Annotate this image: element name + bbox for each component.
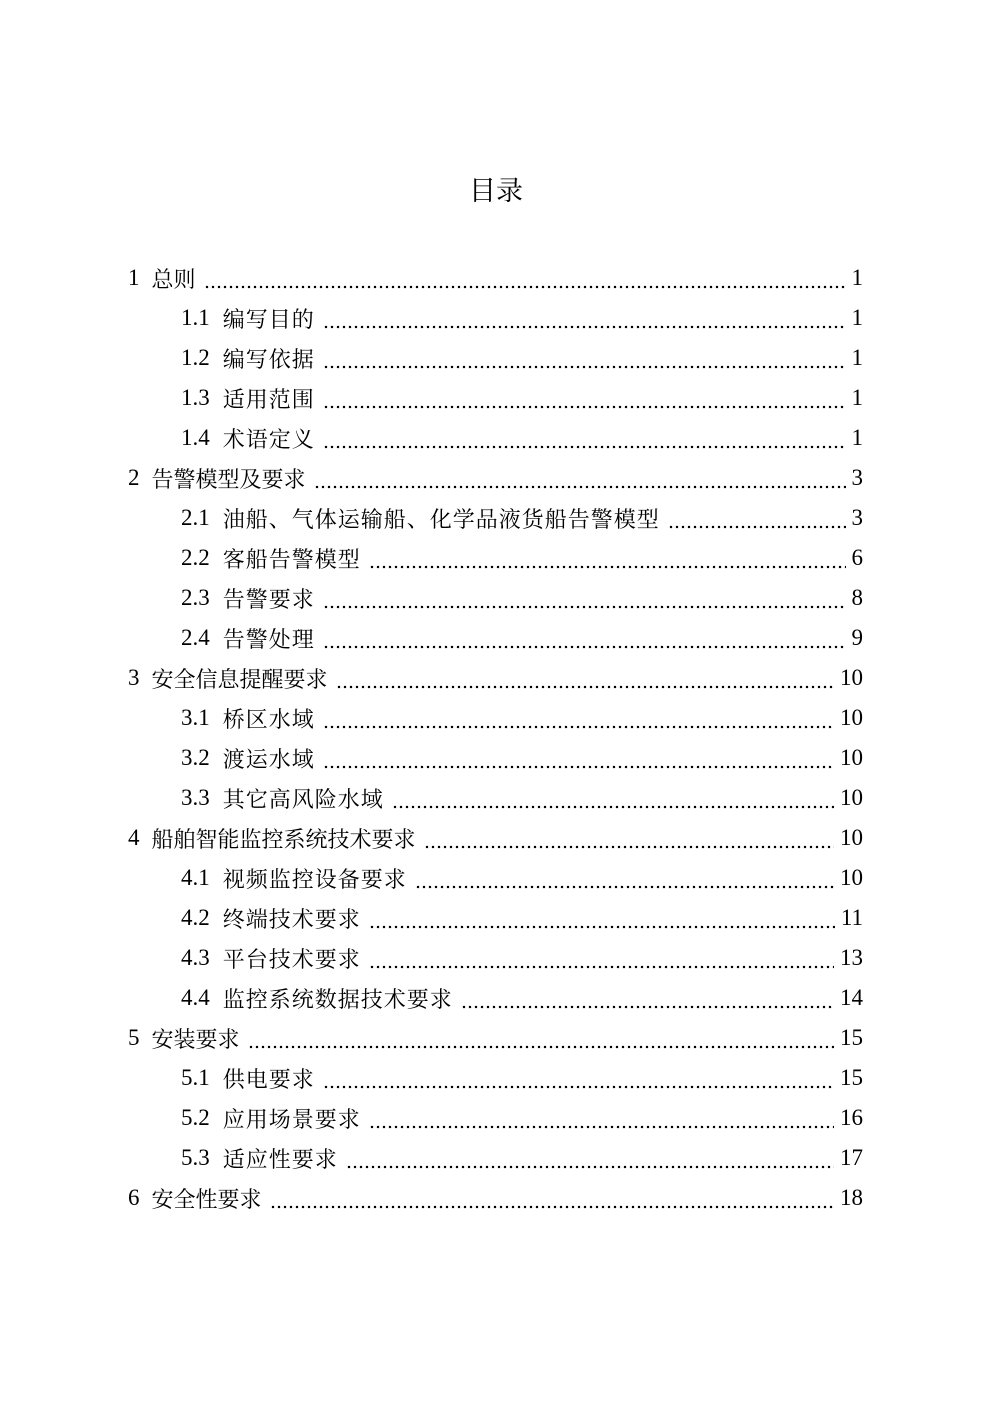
toc-section-entry[interactable] <box>0 338 992 378</box>
dot-leader <box>461 987 834 1009</box>
toc-section-entry[interactable] <box>0 578 992 618</box>
toc-entry-title: 总则 <box>151 267 196 293</box>
toc-entry-title: 渡运水域 <box>222 747 315 773</box>
toc-chapter-entry[interactable] <box>0 1178 992 1218</box>
toc-entry-page-number: 15 <box>840 1065 863 1090</box>
toc-entry-number: 2.1 <box>181 505 210 530</box>
toc-entry-number: 4.3 <box>181 945 210 970</box>
toc-section-entry[interactable] <box>0 1058 992 1098</box>
toc-entry-title: 其它高风险水域 <box>222 787 384 813</box>
toc-entry-title: 编写目的 <box>222 307 315 333</box>
toc-entry-page-number: 10 <box>840 825 863 850</box>
toc-entry-page-number: 1 <box>851 305 863 330</box>
toc-section-entry[interactable] <box>0 418 992 458</box>
toc-chapter-entry[interactable] <box>0 258 992 298</box>
toc-entry-number: 2.2 <box>181 545 210 570</box>
toc-entry-number: 1.4 <box>181 425 210 450</box>
toc-entry-number: 4 <box>128 825 140 850</box>
toc-entry-title: 桥区水域 <box>222 707 315 733</box>
toc-entry-number: 4.2 <box>181 905 210 930</box>
toc-entry-number: 4.1 <box>181 865 210 890</box>
dot-leader <box>323 427 846 449</box>
toc-entry-number: 2.3 <box>181 585 210 610</box>
toc-entry-page-number: 8 <box>851 585 863 610</box>
toc-entry-title: 告警模型及要求 <box>151 467 306 493</box>
toc-entry-number: 1 <box>128 265 140 290</box>
toc-entry-page-number: 13 <box>840 945 863 970</box>
toc-entry-page-number: 1 <box>851 345 863 370</box>
toc-entry-page-number: 1 <box>851 425 863 450</box>
dot-leader <box>668 507 846 529</box>
toc-entry-number: 3.2 <box>181 745 210 770</box>
dot-leader <box>204 267 846 289</box>
toc-entry-title: 视频监控设备要求 <box>222 867 407 893</box>
toc-section-entry[interactable] <box>0 1138 992 1178</box>
toc-chapter-entry[interactable] <box>0 1018 992 1058</box>
dot-leader <box>323 587 846 609</box>
dot-leader <box>369 907 835 929</box>
toc-entry-page-number: 15 <box>840 1025 863 1050</box>
toc-entry-title: 安装要求 <box>151 1027 240 1053</box>
toc-entry-number: 1.3 <box>181 385 210 410</box>
toc-entry-page-number: 1 <box>851 385 863 410</box>
dot-leader <box>369 1107 834 1129</box>
toc-entry-page-number: 10 <box>840 785 863 810</box>
table-of-contents <box>0 258 992 1218</box>
toc-section-entry[interactable] <box>0 378 992 418</box>
toc-entry-number: 3 <box>128 665 140 690</box>
toc-entry-title: 终端技术要求 <box>222 907 361 933</box>
dot-leader <box>392 787 834 809</box>
toc-entry-number: 3.3 <box>181 785 210 810</box>
toc-section-entry[interactable] <box>0 498 992 538</box>
toc-entry-title: 术语定义 <box>222 427 315 453</box>
dot-leader <box>248 1027 834 1049</box>
dot-leader <box>323 1067 834 1089</box>
toc-entry-title: 告警要求 <box>222 587 315 613</box>
toc-entry-page-number: 10 <box>840 745 863 770</box>
toc-entry-number: 1.1 <box>181 305 210 330</box>
toc-entry-title: 油船、气体运输船、化学品液货船告警模型 <box>222 507 660 533</box>
dot-leader <box>323 627 846 649</box>
toc-entry-number: 5 <box>128 1025 140 1050</box>
toc-entry-title: 告警处理 <box>222 627 315 653</box>
toc-entry-number: 1.2 <box>181 345 210 370</box>
toc-entry-page-number: 3 <box>851 465 863 490</box>
dot-leader <box>424 827 834 849</box>
toc-chapter-entry[interactable] <box>0 458 992 498</box>
toc-entry-number: 3.1 <box>181 705 210 730</box>
dot-leader <box>323 707 834 729</box>
toc-entry-page-number: 10 <box>840 705 863 730</box>
toc-entry-title: 安全信息提醒要求 <box>151 667 328 693</box>
toc-entry-title: 船舶智能监控系统技术要求 <box>151 827 416 853</box>
toc-section-entry[interactable] <box>0 898 992 938</box>
toc-entry-title: 编写依据 <box>222 347 315 373</box>
toc-entry-title: 客船告警模型 <box>222 547 361 573</box>
toc-chapter-entry[interactable] <box>0 658 992 698</box>
toc-entry-title: 供电要求 <box>222 1067 315 1093</box>
toc-entry-title: 平台技术要求 <box>222 947 361 973</box>
toc-entry-number: 5.2 <box>181 1105 210 1130</box>
page-title: 目录 <box>469 176 523 207</box>
toc-entry-title: 安全性要求 <box>151 1187 262 1213</box>
toc-section-entry[interactable] <box>0 1098 992 1138</box>
dot-leader <box>314 467 846 489</box>
dot-leader <box>346 1147 834 1169</box>
toc-section-entry[interactable] <box>0 858 992 898</box>
toc-entry-page-number: 17 <box>840 1145 863 1170</box>
toc-entry-page-number: 6 <box>851 545 863 570</box>
toc-entry-page-number: 16 <box>840 1105 863 1130</box>
toc-entry-number: 6 <box>128 1185 140 1210</box>
toc-entry-page-number: 1 <box>851 265 863 290</box>
toc-section-entry[interactable] <box>0 538 992 578</box>
toc-section-entry[interactable] <box>0 738 992 778</box>
toc-entry-page-number: 10 <box>840 665 863 690</box>
toc-entry-number: 2.4 <box>181 625 210 650</box>
toc-entry-title: 监控系统数据技术要求 <box>222 987 453 1013</box>
dot-leader <box>369 947 834 969</box>
toc-section-entry[interactable] <box>0 298 992 338</box>
toc-entry-page-number: 3 <box>851 505 863 530</box>
toc-entry-number: 2 <box>128 465 140 490</box>
toc-entry-page-number: 18 <box>840 1185 863 1210</box>
dot-leader <box>336 667 834 689</box>
toc-section-entry[interactable] <box>0 618 992 658</box>
toc-section-entry[interactable] <box>0 978 992 1018</box>
dot-leader <box>323 347 846 369</box>
toc-entry-number: 5.3 <box>181 1145 210 1170</box>
toc-section-entry[interactable] <box>0 938 992 978</box>
dot-leader <box>323 387 846 409</box>
dot-leader <box>270 1187 834 1209</box>
toc-entry-title: 适用范围 <box>222 387 315 413</box>
dot-leader <box>323 747 834 769</box>
toc-section-entry[interactable] <box>0 698 992 738</box>
toc-entry-page-number: 9 <box>851 625 863 650</box>
toc-entry-page-number: 10 <box>840 865 863 890</box>
toc-entry-page-number: 14 <box>840 985 863 1010</box>
dot-leader <box>415 867 834 889</box>
toc-entry-title: 应用场景要求 <box>222 1107 361 1133</box>
toc-entry-title: 适应性要求 <box>222 1147 338 1173</box>
toc-entry-number: 4.4 <box>181 985 210 1010</box>
toc-section-entry[interactable] <box>0 778 992 818</box>
dot-leader <box>323 307 846 329</box>
toc-entry-number: 5.1 <box>181 1065 210 1090</box>
toc-entry-page-number: 11 <box>840 905 863 930</box>
toc-chapter-entry[interactable] <box>0 818 992 858</box>
dot-leader <box>369 547 846 569</box>
